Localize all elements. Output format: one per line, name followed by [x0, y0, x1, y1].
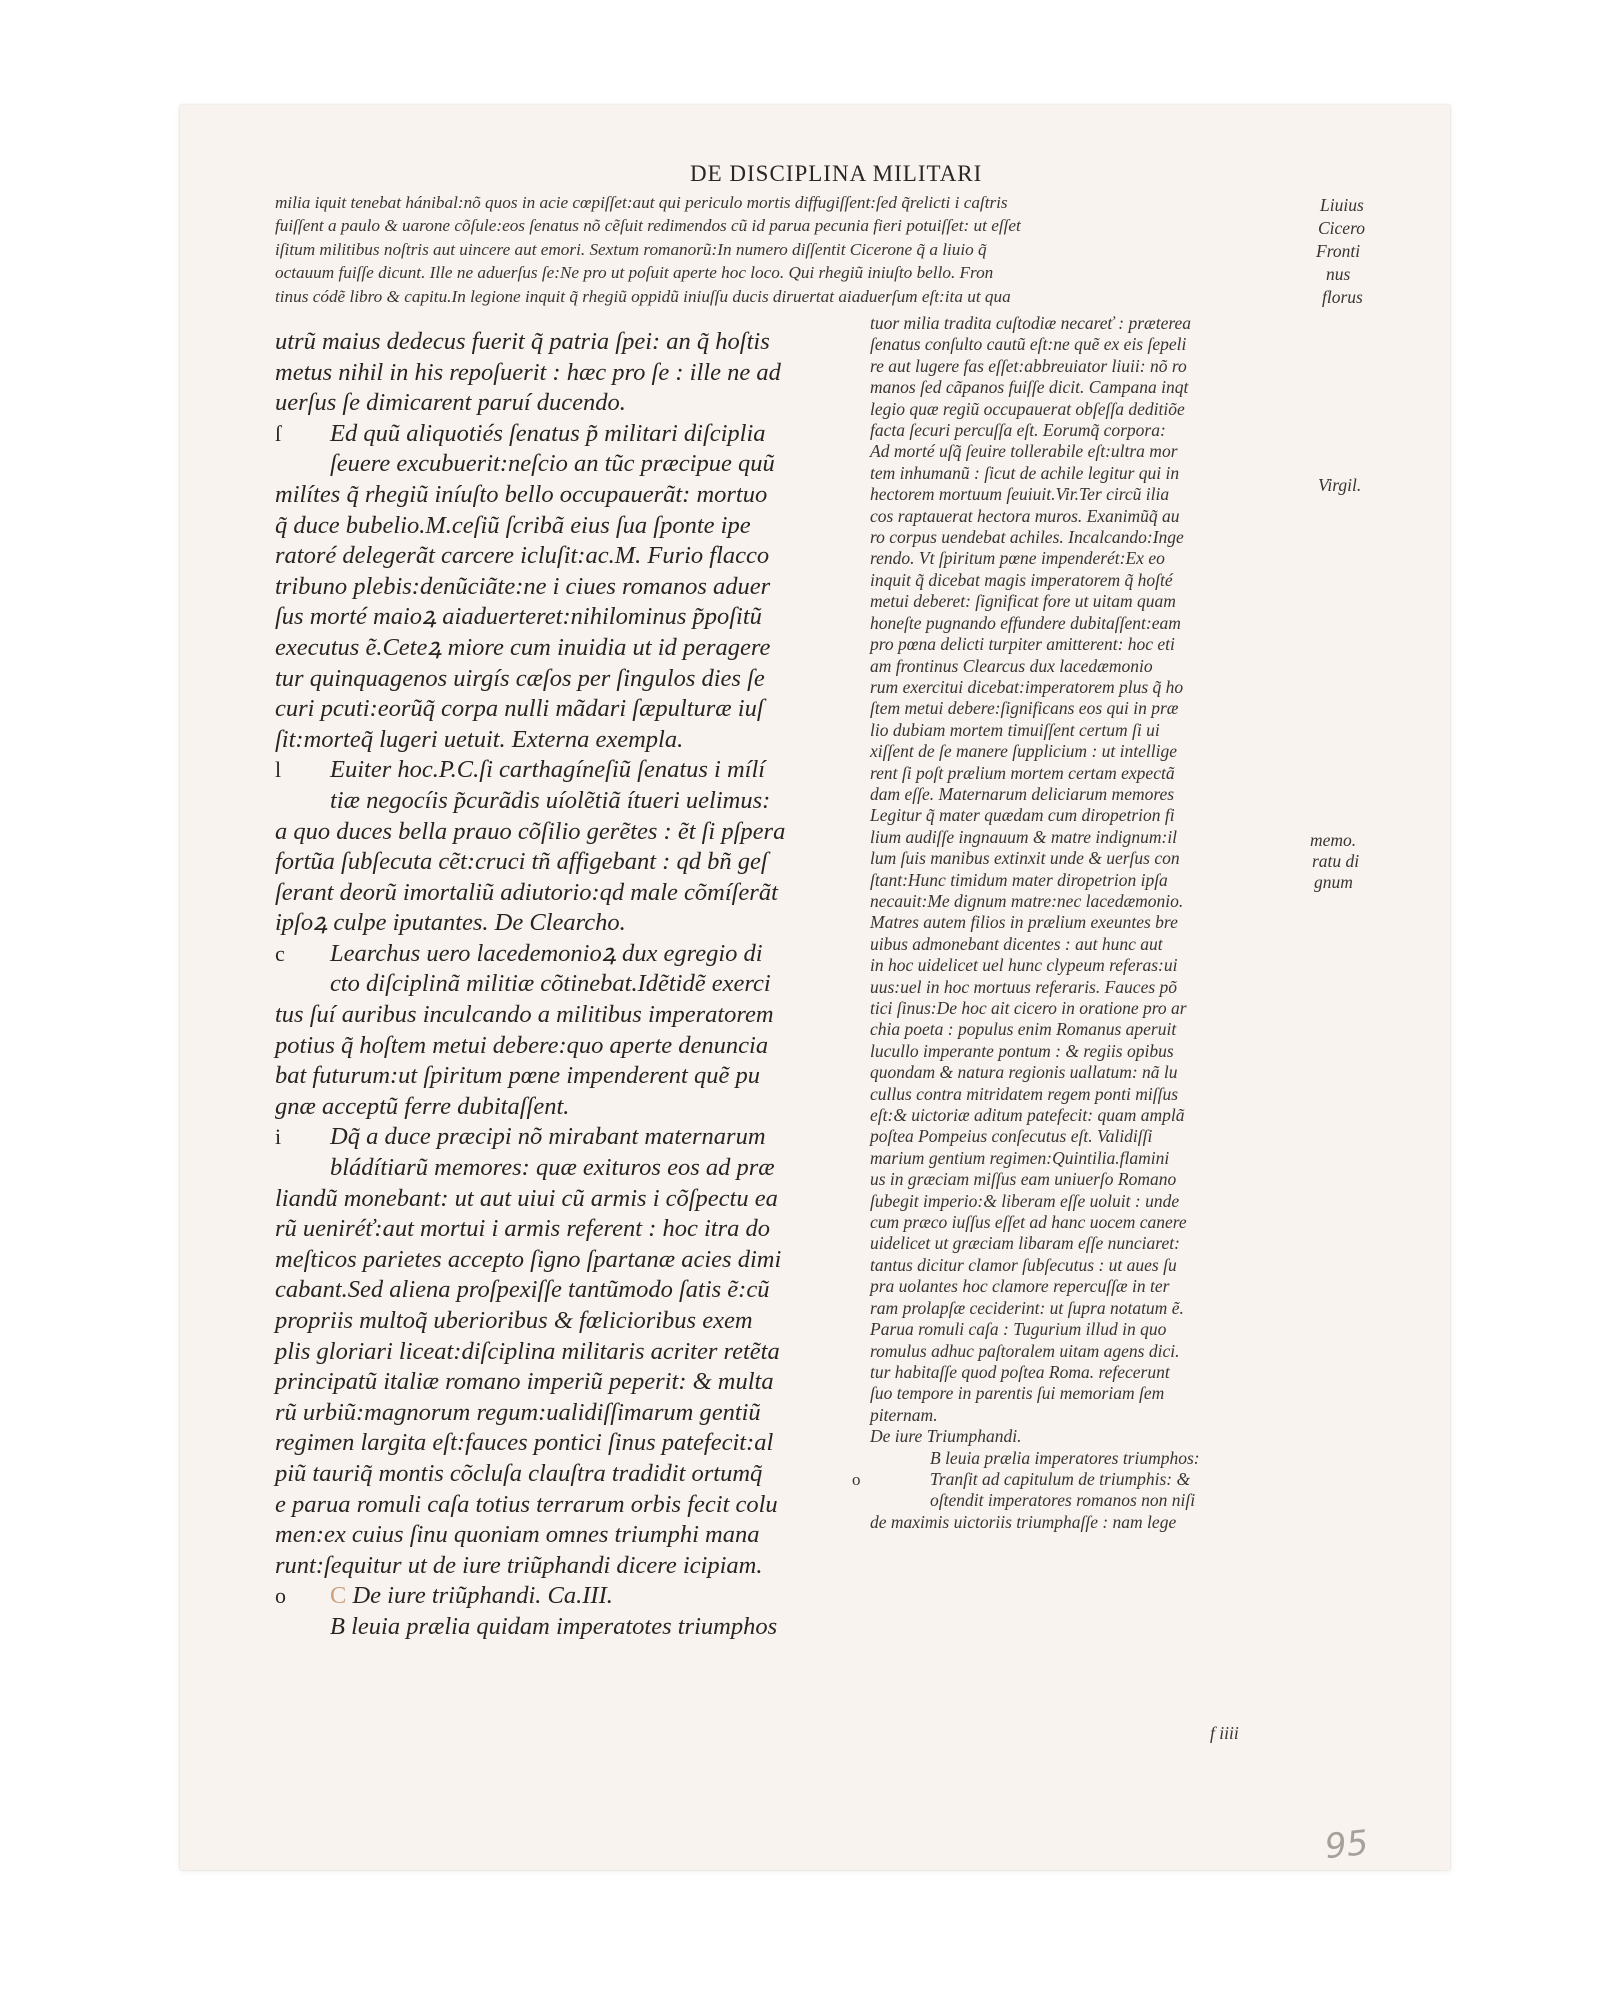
- guide-letter: ſ: [275, 420, 282, 446]
- line-text: Matres autem filios in prælium exeuntes bre: [870, 912, 1178, 933]
- line-text: ſus morté maioꝝ aiaduerteret:nihilominus p̃poſitũ: [275, 603, 762, 631]
- line-text: cum præco iuſſus eſſet ad hanc uocem canere: [870, 1212, 1187, 1233]
- line-text: Ed quũ aliquotiés ſenatus p̃ militari diſciplia: [330, 419, 766, 447]
- line-text: ſuo tempore in parentis ſui memoriam ſem: [870, 1383, 1165, 1404]
- main-text-line: [275, 419, 860, 450]
- line-text: tem inhumanũ : ſicut de achile legitur qui in: [870, 462, 1180, 483]
- commentary-line: [870, 1383, 1320, 1404]
- commentary-line: [870, 827, 1320, 848]
- marginal-note-memoratu: gnum: [1314, 872, 1353, 892]
- main-text-column: [275, 327, 860, 1643]
- commentary-line: [870, 463, 1320, 484]
- line-text: uidelicet ut græciam libaram eſſe nunciaret:: [870, 1233, 1180, 1254]
- line-text: Learchus uero lacedemonioꝝ dux egregio di: [330, 939, 763, 967]
- line-text: de maximis uictoriis triumphaſſe : nam lege: [870, 1511, 1177, 1532]
- commentary-line: [870, 912, 1320, 933]
- commentary-line: [870, 1255, 1320, 1276]
- line-text: marium gentium regimen:Quintilia.flamini: [870, 1147, 1170, 1168]
- commentary-line: [870, 1426, 1320, 1447]
- line-text: inquit q̃ dicebat magis imperatorem q̃ hoſté: [870, 569, 1173, 590]
- commentary-line: [870, 441, 1320, 462]
- marginal-note-memoratu: memo.: [1310, 830, 1357, 850]
- line-text: rũ ueniréť:aut mortui i armis referent : hoc itra do: [275, 1215, 771, 1243]
- line-text: re aut lugere fas eſſet:abbreuiator liuii: nõ ro: [870, 355, 1187, 376]
- line-text: ratoré delegerãt carcere icluſit:ac.M. Furio flacco: [275, 542, 770, 570]
- guide-letter: o: [275, 1583, 286, 1609]
- main-text-line: [275, 755, 860, 786]
- line-text: tici ſinus:De hoc ait cicero in oratione pro ar: [870, 998, 1187, 1018]
- main-text-line: [275, 939, 860, 970]
- commentary-line: [870, 1448, 1320, 1469]
- line-text: chia poeta : populus enim Romanus aperuit: [870, 1019, 1177, 1040]
- commentary-column: [852, 313, 1320, 1533]
- line-text: De iure triũphandi. Ca.III.: [352, 1582, 613, 1610]
- line-text: pra uolantes hoc clamore repercuſſæ in ter: [870, 1276, 1170, 1297]
- main-text-line: [275, 1184, 860, 1215]
- commentary-line: [870, 1405, 1320, 1426]
- commentary-line: [870, 870, 1320, 891]
- gloss-line: tinus códẽ libro & capitu.In legione inquit q̃ rhegiũ oppidũ iniuſſu ducis diruertat aiaduerſum eſt:ita ut qua: [275, 286, 1011, 306]
- line-text: executus ẽ.Ceteꝝ miore cum inuidia ut id peragere: [275, 633, 771, 661]
- commentary-line: [870, 1126, 1320, 1147]
- main-text-line: [275, 1337, 860, 1368]
- commentary-line: [870, 1233, 1320, 1254]
- line-text: eſt:& uictoriæ aditum patefecit: quam amplã: [870, 1105, 1185, 1126]
- line-text: dam eſſe. Maternarum deliciarum memores: [870, 783, 1175, 804]
- commentary-line: [870, 977, 1320, 998]
- line-text: cabant.Sed aliena proſpexiſſe tantũmodo ſatis ẽ:cũ: [275, 1276, 770, 1304]
- line-text: bládítiarũ memores: quæ exituros eos ad præ: [330, 1154, 775, 1182]
- commentary-line: [870, 955, 1320, 976]
- line-text: milítes q̃ rhegiũ iníuſto bello occupauerãt: mortuo: [275, 480, 768, 508]
- commentary-line: [870, 1105, 1320, 1126]
- commentary-line: [870, 484, 1320, 505]
- line-text: tur quinquagenos uirgís cæſos per ſingulos dies ſe: [275, 664, 765, 692]
- line-text: uus:uel in hoc mortuus referaris. Fauces põ: [870, 976, 1178, 997]
- guide-letter: c: [275, 940, 285, 966]
- line-text: cullus contra mitridatem regem ponti miſſus: [870, 1083, 1179, 1104]
- commentary-line: [870, 698, 1320, 719]
- line-text: honeſte pugnando effundere dubitaſſent:eam: [870, 612, 1181, 633]
- commentary-line: [870, 1276, 1320, 1297]
- line-text: B leuia prælia quidam imperatotes triumphos: [330, 1612, 778, 1640]
- commentary-line: [870, 1062, 1320, 1083]
- commentary-line: [870, 763, 1320, 784]
- line-text: rendo. Vt ſpiritum pœne impenderét:Ex eo: [870, 548, 1165, 569]
- main-text-line: [275, 1490, 860, 1521]
- commentary-line: [870, 527, 1320, 548]
- line-text: ro corpus uendebat achiles. Incalcando:Inge: [870, 527, 1184, 548]
- main-text-line: [275, 1031, 860, 1062]
- line-text: Legitur q̃ mater quædam cum diropetrion fi: [870, 805, 1175, 826]
- line-text: ram prolapſæ ceciderint: ut ſupra notatum ẽ.: [870, 1297, 1184, 1318]
- line-text: ſerant deorũ imortaliũ adiutorio:qd male cõmíſerãt: [275, 878, 778, 906]
- gloss-line: milia iquit tenebat hánibal:nõ quos in acie cœpiſſet:aut qui periculo mortis diffugiſſent:ſed q̃relicti i caſtris: [275, 193, 1008, 212]
- line-text: utrũ maius dedecus fuerit q̃ patria ſpei: an q̃ hoſtis: [275, 328, 770, 355]
- main-text-line: [275, 969, 860, 1000]
- commentary-line: [870, 677, 1320, 698]
- main-text-line: [275, 1306, 860, 1337]
- main-text-line: [275, 694, 860, 725]
- line-text: lum ſuis manibus extinxit unde & uerſus con: [870, 848, 1180, 869]
- line-text: tur habitaſſe quod poſtea Roma. refecerunt: [870, 1361, 1170, 1382]
- line-text: a quo duces bella prauo cõſilio gerẽtes : ẽt ſi pſpera: [275, 817, 786, 845]
- commentary-line: [870, 891, 1320, 912]
- commentary-line: [852, 1468, 1320, 1490]
- commentary-line: [870, 1212, 1320, 1233]
- line-text: rent ſi poſt prælium mortem certam expectã: [870, 762, 1175, 783]
- main-text-line: [275, 1612, 860, 1643]
- line-text: rum exercitui dicebat:imperatorem plus q̃ ho: [870, 676, 1184, 697]
- rubric-mark: C: [330, 1582, 347, 1610]
- main-text-line: [275, 908, 860, 939]
- commentary-line: [870, 1341, 1320, 1362]
- main-text-line: [275, 1122, 860, 1153]
- main-text-line: [275, 1000, 860, 1031]
- book-leaf: [180, 105, 1450, 1870]
- line-text: us in græciam miſſus eam uniuerſo Romano: [870, 1169, 1177, 1190]
- line-text: curi pcuti:eorũq̃ corpa nulli mãdari ſæpulturæ iuſ: [275, 695, 764, 723]
- running-head: DE DISCIPLINA MILITARI: [690, 161, 983, 186]
- commentary-line: [870, 548, 1320, 569]
- line-text: De iure Triumphandi.: [870, 1426, 1022, 1447]
- main-text-line: [275, 817, 860, 848]
- main-text-line: [275, 541, 860, 572]
- line-text: bat futurum:ut ſpiritum pœne impenderent quẽ pu: [275, 1062, 760, 1090]
- line-text: Parua romuli caſa : Tugurium illud in quo: [870, 1319, 1167, 1340]
- commentary-line: [870, 506, 1320, 527]
- commentary-line: [870, 613, 1320, 634]
- line-text: ſit:morteq̃ lugeri uetuit. Externa exempla.: [275, 725, 684, 753]
- main-text-line: [275, 1214, 860, 1245]
- line-text: ſeuere excubuerit:neſcio an tũc præcipue quũ: [330, 450, 775, 478]
- signature-mark: f iiii: [1210, 1723, 1239, 1743]
- main-text-line: [275, 664, 860, 695]
- line-text: quondam & natura regionis uallatum: nã lu: [870, 1062, 1178, 1083]
- line-text: romulus adhuc paſtoralem uitam agens dici.: [870, 1340, 1180, 1361]
- commentary-line: [870, 313, 1320, 334]
- line-text: cto diſciplinã militiæ cõtinebat.Idẽtidẽ exerci: [330, 970, 771, 998]
- commentary-line: [870, 356, 1320, 377]
- main-text-line: [275, 786, 860, 817]
- line-text: tantus dicitur clamor ſubſecutus : ut aues ſu: [870, 1254, 1177, 1275]
- main-text-line: [275, 1520, 860, 1551]
- line-text: e parua romuli caſa totius terrarum orbis fecit colu: [275, 1490, 778, 1518]
- commentary-line: [870, 1298, 1320, 1319]
- gloss-line: fuiſſent a paulo & uarone cõſule:eos ſenatus nõ cẽſuit redimendos cũ id parua pecunia fieri potuiſſet: ut eſſet: [275, 216, 1021, 236]
- line-text: Euiter hoc.P.C.ſi carthagíneſiũ ſenatus i mílí: [330, 756, 766, 784]
- marginal-note-virgil: Virgil.: [1318, 475, 1362, 495]
- guide-letter: l: [275, 757, 282, 783]
- line-text: uerſus ſe dimicarent paruí ducendo.: [275, 389, 626, 417]
- line-text: piternam.: [870, 1404, 938, 1425]
- top-commentary-block: [275, 191, 1310, 308]
- main-text-line: [275, 602, 860, 633]
- guide-letter: i: [275, 1124, 282, 1150]
- line-text: metui deberet: ſignificat fore ut uitam quam: [870, 591, 1176, 612]
- commentary-line: [870, 1169, 1320, 1190]
- marginal-note-frontinus: Fronti: [1316, 241, 1361, 261]
- line-text: hectorem mortuum ſeuiuit.Vir.Ter circũ ilia: [870, 484, 1170, 505]
- main-text-line: [275, 358, 860, 389]
- main-text-line: [275, 511, 860, 542]
- commentary-line: [870, 1148, 1320, 1169]
- main-text-line: [275, 327, 860, 358]
- commentary-line: [870, 377, 1320, 398]
- main-text-line: [275, 1398, 860, 1429]
- commentary-line: [870, 741, 1320, 762]
- line-text: in hoc uidelicet uel hunc clypeum referas:ui: [870, 955, 1178, 976]
- line-text: lio dubiam mortem timuiſſent certum ſi ui: [870, 719, 1160, 740]
- main-text-line: [275, 449, 860, 480]
- line-text: gnæ acceptũ ferre dubitaſſent.: [275, 1092, 570, 1120]
- line-text: manos ſed cãpanos fuiſſe dicit. Campana inqt: [870, 377, 1189, 398]
- main-text-line: [275, 1459, 860, 1490]
- commentary-line: [870, 720, 1320, 741]
- line-text: metus nihil in his repoſuerit : hæc pro ſe : ille ne ad: [275, 358, 781, 386]
- pencil-folio-number: 95: [1323, 1822, 1371, 1868]
- line-text: lium audiſſe ingnauum & matre indignum:il: [870, 826, 1178, 847]
- line-text: regimen largita eſt:fauces pontici ſinus patefecit:al: [275, 1429, 774, 1457]
- line-text: ſtant:Hunc timidum mater diropetrion ipſa: [870, 869, 1168, 890]
- line-text: q̃ duce bubelio.M.ceſiũ ſcribã eius ſua ſponte ipe: [275, 511, 751, 539]
- line-text: runt:ſequitur ut de iure triũphandi dicere icipiam.: [275, 1551, 763, 1579]
- line-text: ſtem metui debere:ſignificans eos qui in præ: [870, 698, 1179, 719]
- main-text-line: [275, 1092, 860, 1123]
- line-text: cos raptauerat hectora muros. Exanimũq̃ au: [870, 505, 1180, 526]
- main-text-line: [275, 572, 860, 603]
- line-text: piũ tauriq̃ montis cõcluſa clauſtra tradidit ortumq̃: [275, 1459, 763, 1487]
- line-text: Tranſit ad capitulum de triumphis: &: [930, 1468, 1191, 1489]
- line-text: propriis multoq̃ uberioribus & fœlicioribus exem: [275, 1307, 753, 1334]
- main-text-line: [275, 878, 860, 909]
- main-text-line: [275, 1551, 860, 1582]
- main-text-line: [275, 1245, 860, 1276]
- line-text: tribuno plebis:denũciãte:ne i ciues romanos aduer: [275, 572, 771, 600]
- line-text: fortũa ſubſecuta cẽt:cruci tñ affigebant : qd bñ geſ: [275, 848, 768, 876]
- line-text: tiæ negocíis p̃curãdis uíolẽtiã ítueri uelimus:: [330, 786, 771, 814]
- commentary-line: [870, 934, 1320, 955]
- line-text: necauit:Me dignum matre:nec lacedæmonio.: [870, 890, 1184, 911]
- main-text-line: [275, 1581, 860, 1612]
- marginal-note-nus: nus: [1326, 264, 1351, 284]
- main-text-line: [275, 1367, 860, 1398]
- line-text: lucullo imperante pontum : & regiis opibus: [870, 1040, 1174, 1061]
- commentary-line: [870, 656, 1320, 677]
- line-text: rũ urbiũ:magnorum regum:ualidiſſimarum gentiũ: [275, 1398, 761, 1426]
- commentary-line: [870, 1041, 1320, 1062]
- line-text: meſticos parietes accepto ſigno ſpartanæ acies dimi: [275, 1245, 782, 1273]
- marginal-note-memoratu: ratu di: [1312, 851, 1360, 871]
- line-text: legio quæ regiũ occupauerat obſeſſa deditiõe: [870, 398, 1185, 419]
- line-text: Dq̃ a duce præcipi nõ mirabant maternarum: [330, 1123, 766, 1151]
- line-text: tus ſuí auribus inculcando a militibus imperatorem: [275, 1001, 774, 1029]
- line-text: B leuia prælia imperatores triumphos:: [930, 1447, 1200, 1468]
- commentary-line: [870, 591, 1320, 612]
- line-text: plis gloriari liceat:diſciplina militaris acriter retẽta: [275, 1337, 780, 1365]
- line-text: ſubegit imperio:& liberam eſſe uoluit : unde: [870, 1190, 1180, 1211]
- commentary-line: [870, 570, 1320, 591]
- line-text: potius q̃ hoſtem metui debere:quo aperte denuncia: [275, 1031, 769, 1059]
- gloss-line: octauum fuiſſe dicunt. Ille ne aduerſus ſe:Ne pro ut poſuit aperte hoc loco. Qui rhegiũ iniuſto bello. Fron: [275, 263, 994, 283]
- gloss-line: iſitum militibus noſtris aut uincere aut emori. Sextum romanorũ:In numero diſſentit Cicerone q̃ a liuio q̃: [275, 239, 987, 259]
- line-text: principatũ italiæ romano imperiũ peperit: & multa: [275, 1368, 774, 1396]
- main-text-line: [275, 847, 860, 878]
- commentary-line: [870, 1084, 1320, 1105]
- commentary-line: [870, 1362, 1320, 1383]
- main-text-line: [275, 480, 860, 511]
- main-text-line: [275, 1428, 860, 1459]
- commentary-line: [870, 399, 1320, 420]
- commentary-line: [870, 634, 1320, 655]
- commentary-line: [870, 805, 1320, 826]
- line-text: facta ſecuri percuſſa eſt. Eorumq̃ corpora:: [870, 420, 1166, 441]
- line-text: tuor milia tradita cuſtodiæ necareť : præterea: [870, 313, 1192, 333]
- main-text-line: [275, 1275, 860, 1306]
- line-text: Ad morté uſq̃ ſeuire tollerabile eſt:ultra mor: [870, 441, 1178, 462]
- line-text: poſtea Pompeius conſecutus eſt. Validiſſi: [870, 1126, 1153, 1147]
- line-text: am frontinus Clearcus dux lacedæmonio: [870, 655, 1153, 676]
- commentary-line: [870, 420, 1320, 441]
- line-text: liandũ monebant: ut aut uiui cũ armis i cõſpectu ea: [275, 1184, 778, 1212]
- main-text-line: [275, 388, 860, 419]
- commentary-line: [870, 1019, 1320, 1040]
- line-text: ſenatus conſulto cautũ eſt:ne quẽ ex eis ſepeli: [870, 334, 1187, 355]
- commentary-line: [870, 1490, 1320, 1511]
- main-text-line: [275, 1061, 860, 1092]
- line-text: xiſſent de ſe manere ſupplicium : ut intellige: [870, 741, 1177, 762]
- commentary-line: [870, 334, 1320, 355]
- commentary-line: [870, 998, 1320, 1019]
- marginal-note-liuius: Liuius: [1320, 195, 1364, 215]
- line-text: men:ex cuius ſinu quoniam omnes triumphi mana: [275, 1521, 760, 1549]
- commentary-line: [870, 1191, 1320, 1212]
- commentary-line: [870, 1319, 1320, 1340]
- line-text: ipſoꝝ culpe iputantes. De Clearcho.: [275, 909, 626, 937]
- line-text: uibus admonebant dicentes : aut hunc aut: [870, 933, 1163, 954]
- line-text: pro pœna delicti turpiter amitterent: hoc eti: [870, 634, 1175, 655]
- line-text: oſtendit imperatores romanos non niſi: [930, 1490, 1196, 1511]
- commentary-line: [870, 1512, 1320, 1533]
- marginal-note-cicero: Cicero: [1318, 218, 1365, 238]
- marginal-note-florus: florus: [1322, 287, 1363, 307]
- commentary-line: [870, 848, 1320, 869]
- main-text-line: [275, 1153, 860, 1184]
- guide-letter: o: [852, 1469, 861, 1489]
- main-text-line: [275, 633, 860, 664]
- commentary-line: [870, 784, 1320, 805]
- main-text-line: [275, 725, 860, 756]
